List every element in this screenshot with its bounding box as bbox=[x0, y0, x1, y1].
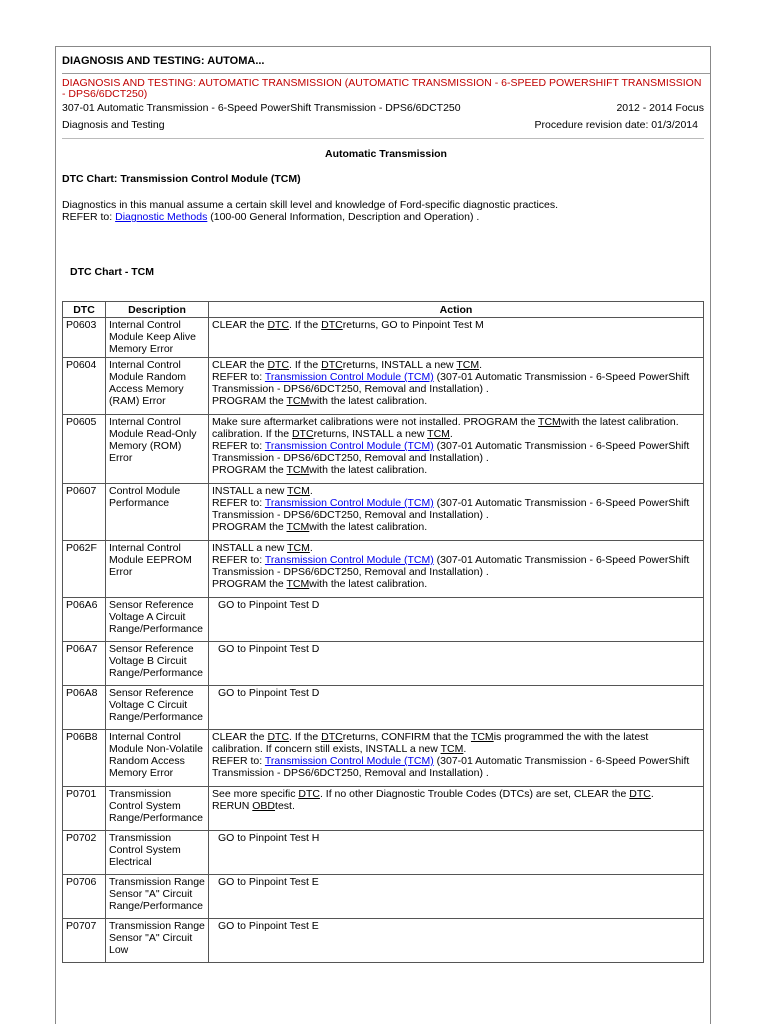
dtc-description: Transmission Range Sensor "A" Circuit Range/Performance bbox=[106, 875, 209, 919]
dtc-description: Internal Control Module EEPROM Error bbox=[106, 541, 209, 598]
table-row bbox=[63, 598, 704, 642]
table-row bbox=[63, 318, 704, 358]
page-title: Automatic Transmission bbox=[325, 148, 447, 160]
vehicle-name: 2012 - 2014 Focus bbox=[616, 102, 704, 114]
dtc-action: GO to Pinpoint Test D bbox=[209, 686, 704, 730]
dtc-description: Internal Control Module Random Access Memory (RAM) Error bbox=[106, 358, 209, 415]
dtc-description: Transmission Range Sensor "A" Circuit Low bbox=[106, 919, 209, 963]
tcm-link[interactable]: Transmission Control Module (TCM) bbox=[264, 371, 434, 383]
header-dtc: DTC bbox=[63, 302, 106, 318]
intro-paragraph bbox=[62, 199, 710, 223]
dtc-description: Internal Control Module Read-Only Memory (ROM) Error bbox=[106, 415, 209, 484]
dtc-description: Sensor Reference Voltage A Circuit Range/Performance bbox=[106, 598, 209, 642]
dtc-code: P0701 bbox=[63, 787, 106, 831]
dtc-code: P062F bbox=[63, 541, 106, 598]
section-name: 307-01 Automatic Transmission - 6-Speed PowerShift Transmission - DPS6/6DCT250 bbox=[62, 102, 461, 114]
header-action: Action bbox=[209, 302, 704, 318]
refer-line bbox=[62, 211, 710, 223]
table-header-row bbox=[63, 302, 704, 318]
dtc-description: Control Module Performance bbox=[106, 484, 209, 541]
dtc-code: P06A8 bbox=[63, 686, 106, 730]
dtc-action: INSTALL a new TCM. REFER to: Transmission Control Module (TCM) (307-01 Automatic Transmission - 6-Speed PowerShift Transmission - DPS6/6DCT250, Removal and Installation) . PROGRAM the TCMwith the latest calibration. bbox=[209, 541, 704, 598]
dtc-code: P0605 bbox=[63, 415, 106, 484]
intro-line: Diagnostics in this manual assume a certain skill level and knowledge of Ford-specific diagnostic practices. bbox=[62, 199, 559, 211]
document-page bbox=[55, 46, 711, 1024]
section-row bbox=[62, 102, 710, 115]
table-row bbox=[63, 358, 704, 415]
dtc-code: P06A7 bbox=[63, 642, 106, 686]
chart-title: DTC Chart - TCM bbox=[70, 266, 154, 278]
dtc-description: Transmission Control System Electrical bbox=[106, 831, 209, 875]
dtc-action: GO to Pinpoint Test E bbox=[209, 919, 704, 963]
table-row bbox=[63, 875, 704, 919]
dtc-code: P0702 bbox=[63, 831, 106, 875]
dtc-action: See more specific DTC. If no other Diagnostic Trouble Codes (DTCs) are set, CLEAR the DTC. RERUN OBDtest. bbox=[209, 787, 704, 831]
category-row bbox=[62, 119, 704, 139]
dtc-action: CLEAR the DTC. If the DTCreturns, GO to Pinpoint Test M bbox=[209, 318, 704, 358]
dtc-code: P0607 bbox=[63, 484, 106, 541]
table-row bbox=[63, 541, 704, 598]
dtc-code: P0604 bbox=[63, 358, 106, 415]
dtc-action: INSTALL a new TCM. REFER to: Transmission Control Module (TCM) (307-01 Automatic Transmission - 6-Speed PowerShift Transmission - DPS6/6DCT250, Removal and Installation) . PROGRAM the TCMwith the latest calibration. bbox=[209, 484, 704, 541]
dtc-code: P0603 bbox=[63, 318, 106, 358]
dtc-code: P0706 bbox=[63, 875, 106, 919]
tcm-link[interactable]: Transmission Control Module (TCM) bbox=[264, 440, 434, 452]
refer-suffix: (100-00 General Information, Description and Operation) . bbox=[207, 211, 480, 223]
dtc-action: CLEAR the DTC. If the DTCreturns, INSTALL a new TCM. REFER to: Transmission Control Module (TCM) (307-01 Automatic Transmission - 6-Speed PowerShift Transmission - DPS6/6DCT250, Removal and Installation) . PROGRAM the TCMwith the latest calibration. bbox=[209, 358, 704, 415]
refer-prefix: REFER to: bbox=[62, 211, 116, 223]
tcm-link[interactable]: Transmission Control Module (TCM) bbox=[264, 554, 434, 566]
table-row bbox=[63, 415, 704, 484]
dtc-code: P06A6 bbox=[63, 598, 106, 642]
dtc-action: CLEAR the DTC. If the DTCreturns, CONFIRM that the TCMis programmed the with the latest calibration. If concern still exists, INSTALL a new TCM. REFER to: Transmission Control Module (TCM) (307-01 Automatic Transmission - 6-Speed PowerShift Transmission - DPS6/6DCT250, Removal and Installation) . bbox=[209, 730, 704, 787]
diagnostic-methods-link[interactable]: Diagnostic Methods bbox=[115, 211, 208, 223]
table-row bbox=[63, 730, 704, 787]
tcm-link[interactable]: Transmission Control Module (TCM) bbox=[264, 755, 434, 767]
category: Diagnosis and Testing bbox=[62, 119, 165, 131]
dtc-description: Transmission Control System Range/Performance bbox=[106, 787, 209, 831]
table-row bbox=[63, 484, 704, 541]
short-title: DIAGNOSIS AND TESTING: AUTOMA... bbox=[62, 47, 710, 74]
dtc-action: GO to Pinpoint Test D bbox=[209, 598, 704, 642]
dtc-description: Internal Control Module Non-Volatile Random Access Memory Error bbox=[106, 730, 209, 787]
table-row bbox=[63, 787, 704, 831]
dtc-action: GO to Pinpoint Test E bbox=[209, 875, 704, 919]
dtc-code: P0707 bbox=[63, 919, 106, 963]
dtc-code: P06B8 bbox=[63, 730, 106, 787]
revision-date: Procedure revision date: 01/3/2014 bbox=[534, 119, 698, 131]
dtc-table bbox=[62, 301, 704, 963]
dtc-description: Internal Control Module Keep Alive Memory Error bbox=[106, 318, 209, 358]
dtc-action: GO to Pinpoint Test H bbox=[209, 831, 704, 875]
dtc-description: Sensor Reference Voltage B Circuit Range/Performance bbox=[106, 642, 209, 686]
table-row bbox=[63, 919, 704, 963]
tcm-link[interactable]: Transmission Control Module (TCM) bbox=[264, 497, 434, 509]
full-title: DIAGNOSIS AND TESTING: AUTOMATIC TRANSMISSION (AUTOMATIC TRANSMISSION - 6-SPEED POWERSHIFT TRANSMISSION - DPS6/6DCT250) bbox=[62, 77, 702, 100]
header-description: Description bbox=[106, 302, 209, 318]
dtc-action: GO to Pinpoint Test D bbox=[209, 642, 704, 686]
table-row bbox=[63, 642, 704, 686]
table-row bbox=[63, 831, 704, 875]
section-title: DTC Chart: Transmission Control Module (TCM) bbox=[62, 173, 301, 185]
dtc-action: Make sure aftermarket calibrations were not installed. PROGRAM the TCMwith the latest calibration. calibration. If the DTCreturns, INSTALL a new TCM. REFER to: Transmission Control Module (TCM) (307-01 Automatic Transmission - 6-Speed PowerShift Transmission - DPS6/6DCT250, Removal and Installation) . PROGRAM the TCMwith the latest calibration. bbox=[209, 415, 704, 484]
table-row bbox=[63, 686, 704, 730]
dtc-description: Sensor Reference Voltage C Circuit Range/Performance bbox=[106, 686, 209, 730]
